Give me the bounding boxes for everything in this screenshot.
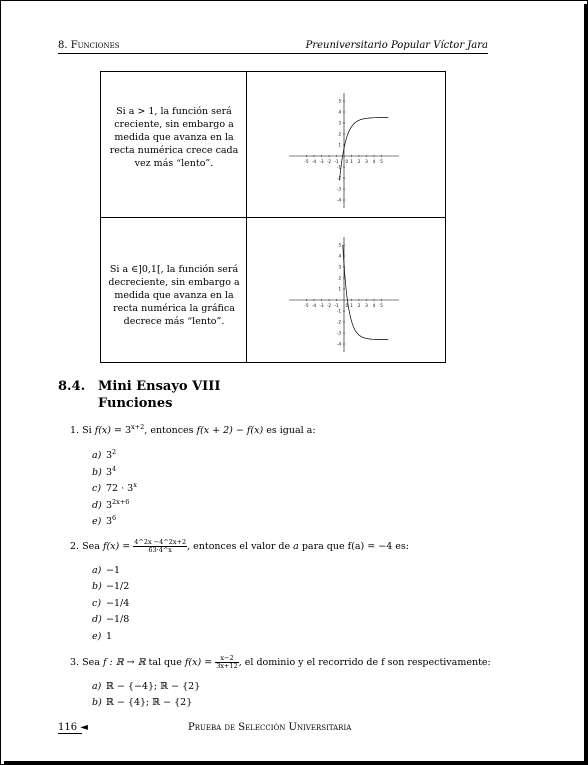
q1-option-a[interactable]: a) $3^2$ (92, 448, 117, 461)
y-tick-label: 1 (338, 286, 341, 292)
x-tick-label: -5 (304, 159, 309, 164)
row1-description: Si a > 1, la función será creciente, sin embargo a medida que avanza en la recta numérica crece cada vez más “lento”. (109, 106, 239, 169)
y-tick-label: -2 (337, 175, 341, 181)
q2-option-e[interactable]: e) 1 (92, 631, 113, 642)
question-3: 3. Sea f : ℝ → ℝ tal que f(x) = $\frac{x-2}{3x+12}$ , el dominio y el recorrido de f son respectivamente: (70, 654, 491, 670)
footer-title: Prueba de Selección Universitaria (188, 722, 352, 733)
x-tick-label: -3 (319, 159, 324, 164)
page-shadow-right (584, 4, 588, 765)
question-1: 1. Si $f(x) = 3^{x+2}$, entonces f(x + 2) − f(x) es igual a: (70, 423, 316, 436)
q1-option-e[interactable]: e) $3^6$ (92, 514, 117, 527)
q2-option-a[interactable]: a) −1 (92, 565, 121, 576)
x-tick-label: -2 (327, 303, 331, 308)
function-table (100, 71, 446, 363)
question-2: 2. Sea f(x) = $\frac{4\^{}2x -4\^{}2x+2}{63\cdot 4\^{}x}$ , entonces el valor de a para que f(a) = −4 es: (70, 538, 409, 554)
section-number: 8.4. (58, 379, 86, 394)
function-curve (343, 245, 389, 340)
chapter-title: 8. Funciones (58, 40, 120, 51)
x-tick-label: 2 (357, 159, 361, 164)
course-title: Preuniversitario Popular Víctor Jara (305, 40, 488, 51)
decreasing-exponential-graph (247, 218, 445, 362)
x-tick-label: -1 (334, 303, 339, 308)
q1-option-d[interactable]: d) $3^{2x+6}$ (92, 498, 130, 511)
x-tick-label: 3 (365, 159, 368, 164)
y-tick-label: 3 (338, 120, 341, 126)
y-tick-label: -1 (337, 164, 341, 170)
section-title: Mini Ensayo VIII (98, 379, 221, 394)
row2-description: Si a ∈]0,1[, la función será decreciente, sin embargo a medida que avanza en la recta numérica la gráfica decrece más “lento”. (108, 264, 240, 327)
x-tick-label: 1 (350, 303, 353, 308)
x-tick-label: 1 (350, 159, 353, 164)
x-tick-label: 4 (372, 159, 376, 164)
y-tick-label: 5 (338, 242, 341, 248)
page-number: 116 ◄ (58, 722, 88, 733)
y-tick-label: 2 (338, 131, 341, 137)
y-tick-label: -1 (337, 308, 341, 314)
x-tick-label: -1 (334, 159, 339, 164)
y-tick-label: 3 (338, 264, 341, 270)
q3-fraction: $\frac{x-2}{3x+12}$ (216, 654, 238, 670)
x-tick-label: 5 (380, 303, 383, 308)
header-rule (58, 53, 488, 54)
y-tick-label: -4 (337, 197, 341, 203)
q2-option-d[interactable]: d) −1/8 (92, 614, 130, 625)
q1-option-c[interactable]: c) $72 \cdot 3^x$ (92, 481, 137, 494)
q2-option-b[interactable]: b) −1/2 (92, 581, 130, 592)
x-tick-label: 4 (372, 303, 376, 308)
y-tick-label: 2 (338, 275, 341, 281)
y-tick-label: -3 (337, 330, 341, 336)
origin-label: 0 (345, 303, 349, 308)
origin-label: 0 (345, 159, 349, 164)
q3-option-b[interactable]: b) ℝ − {4}; ℝ − {2} (92, 697, 193, 708)
q2-fraction: $\frac{4\^{}2x -4\^{}2x+2}{63\cdot 4\^{}x}$ (134, 538, 187, 554)
y-tick-label: 5 (338, 98, 341, 104)
y-tick-label: 4 (338, 109, 341, 115)
x-tick-label: -2 (327, 159, 331, 164)
section-subtitle: Funciones (98, 396, 173, 411)
q1-option-b[interactable]: b) $3^4$ (92, 465, 117, 478)
x-tick-label: 5 (380, 159, 383, 164)
y-tick-label: 4 (338, 253, 341, 259)
y-tick-label: 1 (338, 142, 341, 148)
y-tick-label: -4 (337, 341, 341, 347)
x-tick-label: -4 (312, 303, 316, 308)
q3-option-a[interactable]: a) ℝ − {−4}; ℝ − {2} (92, 681, 201, 692)
function-curve (340, 118, 389, 181)
page-shadow-bottom (4, 761, 588, 765)
q2-option-c[interactable]: c) −1/4 (92, 598, 130, 609)
x-tick-label: 3 (365, 303, 368, 308)
increasing-exponential-graph (247, 72, 445, 216)
x-tick-label: -4 (312, 159, 316, 164)
x-tick-label: -3 (319, 303, 324, 308)
page-number-underline (58, 733, 82, 734)
x-tick-label: 2 (357, 303, 361, 308)
y-tick-label: -2 (337, 319, 341, 325)
y-tick-label: -3 (337, 186, 341, 192)
x-tick-label: -5 (304, 303, 309, 308)
